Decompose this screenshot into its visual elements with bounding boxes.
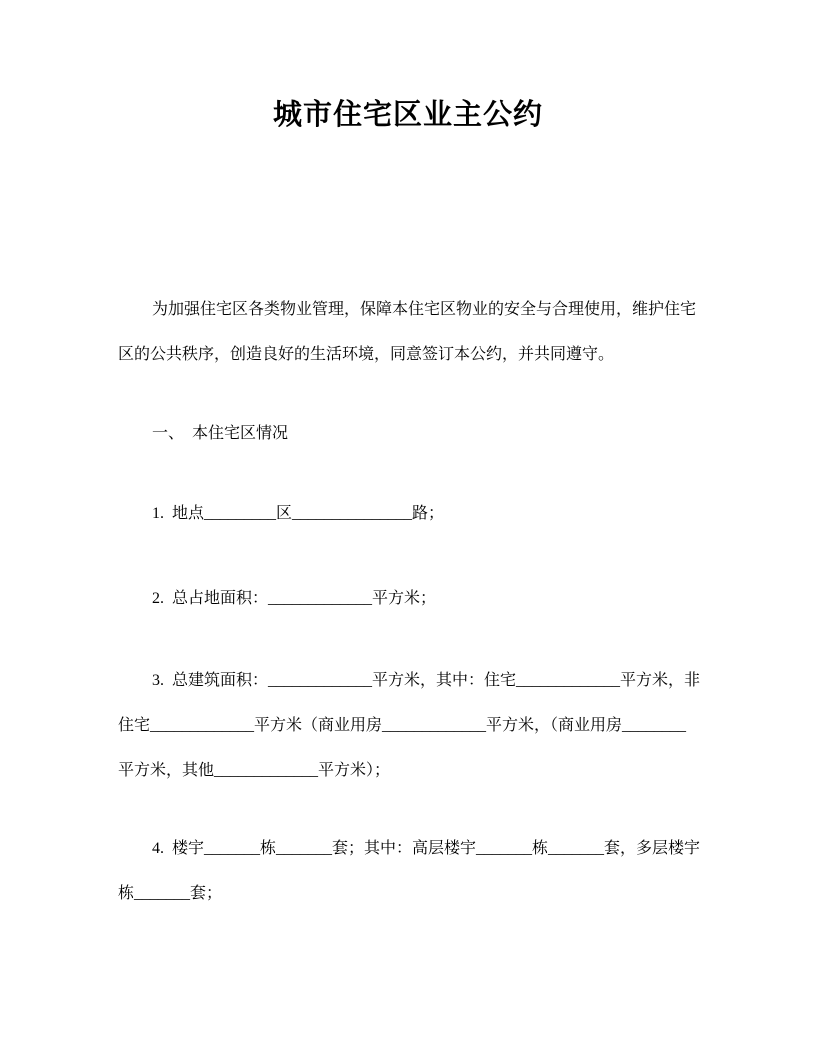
- section-1: [118, 411, 698, 456]
- intro-line-2: 区的公共秩序，创造良好的生活环境，同意签订本公约，并共同遵守。: [118, 346, 615, 363]
- section-1-heading: 一、 本住宅区情况: [152, 425, 289, 442]
- item-4-buildings-units: [118, 826, 701, 916]
- item-2-line-1: 2. 总占地面积：_____________平方米；: [152, 590, 437, 607]
- item-3-total-building-area: [118, 658, 701, 793]
- intro-line-1: 为加强住宅区各类物业管理，保障本住宅区物业的安全与合理使用，维护住宅: [152, 301, 697, 318]
- item-4-line-1: 4. 楼宇_______栋_______套；其中：高层楼宇_______栋_______套，多层楼宇: [152, 840, 701, 857]
- item-2-total-land-area: [118, 576, 698, 621]
- item-3-line-1: 3. 总建筑面积：_____________平方米，其中：住宅_____________平方米，非: [152, 672, 701, 689]
- item-1-location: [118, 491, 698, 536]
- item-3-line-2: 住宅_____________平方米（商业用房_____________平方米，（商业用房________: [118, 717, 687, 734]
- document-title: 城市住宅区业主公约: [272, 97, 543, 131]
- item-1-line-1: 1. 地点_________区_______________路；: [152, 505, 445, 522]
- item-3-line-3: 平方米，其他_____________平方米）；: [118, 762, 391, 779]
- intro-paragraph: [118, 287, 698, 377]
- item-4-line-2: 栋_______套；: [118, 885, 223, 902]
